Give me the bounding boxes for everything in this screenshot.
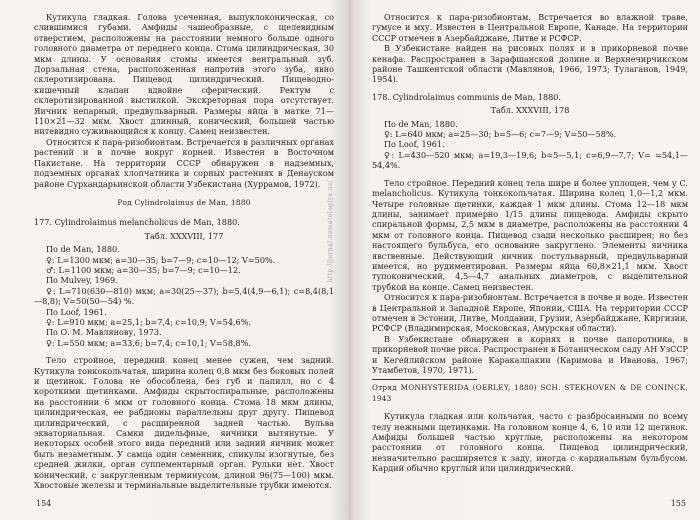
- species-heading: 178. Cylindrolaimus communis de Man, 1880.: [372, 91, 561, 102]
- measurement-female: ♀: L=710(630—810) мкм; a=30(25—37); b=5,4(4,9—6,1); c=8,4(8,1—8,8); V=50(50—54) %.: [34, 285, 334, 307]
- page-number: 154: [36, 499, 52, 508]
- measurement-female: ♀: L=640 мкм; a=25—30; b=5—6; c=7—9; V=50—58%.: [384, 129, 617, 140]
- table-reference: Табл. XXXVIII, 178: [490, 105, 570, 116]
- distribution-paragraph: Относится к пара-ризобионтам. Встречается в почве и воде. Известен в Центральной и Западной Европе, Японии, США. На территории СССР отмечен в Эстонии, Литве, Молдавии, Грузии, Азербайджане, Киргизии, РСФСР (Владимирская, Московская, Амурская области).: [372, 292, 688, 334]
- measurement-source: По de Man, 1880.: [46, 244, 120, 255]
- measurement-source: По О. М. Мавлянову, 1973.: [46, 327, 162, 338]
- measurement-source: По de Man, 1880.: [384, 118, 458, 129]
- distribution-paragraph: Относится к пара-ризобионтам. Встречается во влажной траве, гумусе и мху. Известен в Центральной Европе, Канаде. На территории СССР отмечен в Азербайджане, Литве и РСФСР.: [372, 12, 688, 43]
- distribution-paragraph: В Узбекистане найден на рисовых полях и в прикорневой почве кенафа. Распространен в Зарафшанской долине и Верхнечирчикском районе Ташкентской области (Мавлянов, 1966, 1973; Тулаганов, 1949, 1954).: [372, 43, 688, 85]
- measurement-female: ♀: L=550 мкм; a=33,6; b=7,4; c=10,1; V=58,8%.: [46, 337, 251, 348]
- table-reference: Табл. XXXVIII, 177: [144, 230, 224, 241]
- measurement-female: ♀: L=910 мкм; a=25,1; b=7,4; c=10,9; V=54,6%.: [46, 316, 251, 327]
- description-paragraph: Кутикула гладкая. Голова усеченная, выпуклоконическая, со слившимися губами. Амфиды чашеобразные, с щелевидным отверстием, расположены на расстоянии немного больше одного головного диаметра от переднего конца. Стома цилиндрическая, 30 мкм длины. У основания стомы имеется вентральный зуб. Дорзальная стена, расположенная напротив этого зуба, явно склеротизирована. Пищевод цилиндрический. Пищеводно-кишечный клапан вдвойне сферический. Ректум с склеротизированной выстилкой. Экскреторная пора отсутствует. Яичник непарный, предвульварный. Размеры яйца в матке 71—110×21—32 мкм. Хвост длинный, конический, большей частью нитевидно суживающийся к концу. Самец неизвестен.: [34, 12, 334, 137]
- measurement-female: ♀: L=430—520 мкм; a=19,3—19,6; b=5—5,1; c=6,9—7,7; V= =54,1—54,4%.: [372, 149, 688, 171]
- body-description-paragraph: Тело стройное. Передний конец тела шире и более уплощен, чем у C. melancholicus. Кутикула тонкокольчатая. Ширина колец 1,0—1,2 мкм. Четыре головные щетинки, каждая 1 мкм длины. Стома 12—18 мкм длины, занимает примерно 1/15 длины пищевода. Амфиды скрыто спиральной формы, 2,5 мкм в диаметре, расположены на расстоянии 4 мкм от головного конца. Пищевод сзади несколько расширен; но без настоящего бульбуса, его основание закруглено. Элементы яичника явственные. Действующий яичник постульварный, предвульварный имеется, но рудиментирован. Размеры яйца 60,8×21,1 мкм. Хвост тупоконический, 4,5—4,7 анальных диаметров, с выделительной трубкой на конце. Самец неизвестен.: [372, 177, 688, 292]
- body-description-paragraph: Тело стройное, передний конец менее сужен, чем задний. Кутикула тонкокольчатая, ширина колец 0,8 мкм без боковых полей и щетинок. Голова не обособлена, без губ и папилл, но с 4 короткими щетинками. Амфиды скрытоспиральные, расположены на расстоянии 6 мкм от головного конца. Стома 18 мкм длины, цилиндрическая, ее рабдионы параллельны друг другу. Пищевод цилиндрический, с расширенной задней частью. Вульва экваториальная. Самки дидельфные, яичники вытянутые. У некоторых особей этого вида передний или задний яичник может быть незаметным. У самца один семенник, спикулы изогнутые, без средней жилки, орган суппементарный орган. Рульки нет. Хвост конический, с закругленным терминусом, длиной 96(75—100) мкм. Хвостовые железы и терминальные выделительные трубки имеются.: [34, 355, 334, 491]
- section-divider: [372, 379, 477, 380]
- distribution-paragraph: Относится к пара-ризобионтам. Встречается в различных органах растений и в почве вокруг корней. Известен в Восточном Пакистане. На территории СССР обнаружен в надземных, подземных органах хлопчатника и сорных растениях в Денауском районе Сурхандарьинской области Узбекистана (Хуррамов, 1972).: [34, 136, 334, 189]
- left-text-column: [34, 12, 334, 490]
- measurement-source: По Loof, 1961.: [384, 139, 445, 150]
- measurement-male: ♂: L=1100 мкм; a=30—35; b=7—9; c=10—12.: [46, 264, 241, 275]
- watermark-url: http://jurnal.nematologiya.uz/: [327, 180, 334, 283]
- right-text-column: [372, 12, 688, 474]
- order-description-paragraph: Кутикула гладкая или кольчатая, часто с разбросанными по всему телу нежными щетинками. На головном конце 4, 6, 10 или 12 щетинок. Амфиды большей частью круглые, расположены на некотором расстоянии от головного конца. Пищевод цилиндрический, незначительно расширяется к заду, иногда с кардиальным бульбусом. Кардий обычно круглый или цилиндрический.: [372, 411, 688, 474]
- measurement-source: По Mulvey, 1969.: [46, 275, 118, 286]
- left-page: [0, 0, 344, 520]
- order-heading: Отряд MONHYSTERIDA (OERLEY, 1880) SCH. STEKHOVEN & DE CONINCK, 1943: [372, 383, 688, 403]
- genus-heading: Род Cylindrolaimus de Man, 1880: [117, 197, 251, 207]
- species-heading: 177. Cylindrolaimus melancholicus de Man, 1880.: [34, 217, 240, 228]
- measurement-source: По Loof, 1961.: [46, 306, 107, 317]
- right-page: [356, 0, 700, 520]
- measurement-female: ♀: L=1300 мкм; a=30—35; b=7—9; c=10—12; V=50%.: [46, 254, 276, 265]
- page-number: 155: [670, 499, 686, 508]
- distribution-paragraph: В Узбекистане обнаружен в корнях и почве папоротника, в прикорневой почве риса. Распространен в Ботаническом саду АН УзССР и Кегейлийском районе Каракалпакии (Каримова и Иванова, 1967; Утамбетов, 1970, 1971).: [372, 333, 688, 375]
